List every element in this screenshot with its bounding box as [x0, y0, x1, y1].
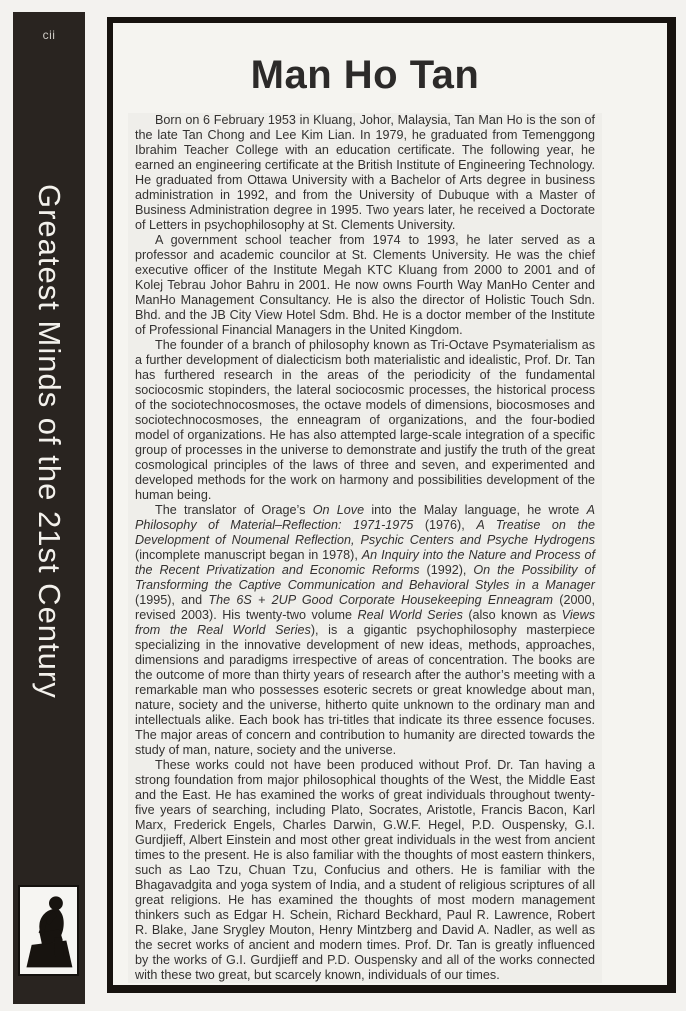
paragraph: These works could not have been produced without Prof. Dr. Tan having a strong foundation from major philosophical thoughts of the West, the Middle East and the East. He has examined the works of great individuals throughout twenty-five years of searching, including Plato, Socrates, Aristotle, Francis Bacon, Karl Marx, Frederick Engels, Charles Darwin, G.W.F. Hegel, P.D. Ouspensky, G.I. Gurdjieff, Albert Einstein and most other great individuals in the west from ancient times to the present. He is also familiar with the thoughts of most eastern thinkers, such as Lao Tzu, Chuan Tzu, Confucius and others. He is familiar with the Bhagavadgita and yoga system of India, and a student of religious scriptures of all great religions. He has examined the thoughts of most modern management thinkers such as Edgar H. Schein, Richard Beckhard, Paul R. Lawrence, Robert R. Blake, Jane Srygley Mouton, Henry Mintzberg and David A. Nadler, as well as the secret works of ancient and modern times. Prof. Dr. Tan is greatly influenced by the works of G.I. Gurdjieff and P.D. Ouspensky and all of the works connected with these two great, but scarcely known, individuals of our times.	[135, 758, 595, 982]
page-frame	[107, 17, 676, 993]
page-number: cii	[42, 28, 56, 42]
sidebar	[13, 12, 85, 1004]
thinker-statue-icon	[18, 885, 79, 976]
paragraph: The translator of Orage’s On Love into the Malay language, he wrote A Philosophy of Material–Reflection: 1971-1975 (1976), A Treatise on the Development of Noumenal Reflection, Psychic Centers and Psyche Hydrogens (incomplete manuscript began in 1978), An Inquiry into the Nature and Process of the Recent Privatization and Economic Reforms (1992), On the Possibility of Transforming the Captive Communication and Behavioral Styles in a Manager (1995), and The 6S + 2UP Good Corporate Housekeeping Enneagram (2000, revised 2003). His twenty-two volume Real World Series (also known as Views from the Real World Series), is a gigantic psychophilosophy masterpiece specializing in the innovative development of new ideas, methods, approaches, dimensions and paradigms irrespective of areas of concentration. The books are the outcome of more than thirty years of research after the author’s meeting with a remarkable man who possesses esoteric secrets or great knowledge about man, nature, society and the universe, hitherto quite unknown to the ordinary man and intellectuals alike. Each book has tri-titles that indicate its three essence focuses. The major areas of concern and contribution to humanity are directed towards the study of man, nature, society and the universe.	[135, 503, 596, 757]
paragraph: Born on 6 February 1953 in Kluang, Johor, Malaysia, Tan Man Ho is the son of the late Tan Chong and Lee Kim Lian. In 1979, he graduated from Temenggong Ibrahim Teacher College with an education certificate. The following year, he earned an engineering certificate at the British Institute of Engineering Technology. He graduated from Ottawa University with a Bachelor of Arts degree in business administration in 1992, and from the University of Dubuque with a Master of Business Administration degree in 1995. Two years later, he received a Doctorate of Letters in psychophilosophy at St. Clements University.	[135, 113, 595, 232]
article-title: Man Ho Tan	[250, 53, 480, 97]
article	[128, 23, 602, 983]
article-body	[128, 113, 602, 983]
paragraph: A government school teacher from 1974 to 1993, he later served as a professor and academic councilor at St. Clements University. He was the chief executive officer of the Institute Megah KTC Kluang from 2000 to 2001 and of Kolej Tebrau Johor Bahru in 2001. He now owns Fourth Way ManHo Center and ManHo Management Consultancy. He is also the director of Holistic Touch Sdn. Bhd. and the JB City View Hotel Sdm. Bhd. He is a doctor member of the Institute of Professional Financial Managers in the United Kingdom.	[135, 233, 595, 337]
paragraph: The founder of a branch of philosophy known as Tri-Octave Psymaterialism as a further development of dialecticism both materialistic and idealistic, Prof. Dr. Tan has furthered research in the areas of the periodicity of the fundamental sociocosmic stopinders, the lateral sociocosmic processes, the historical process of the sociotechnocosmoses, the octave models of dimensions, biocosmoses and sociotechnocosmoses, the enneagram of organizations, and the four-bodied model of organizations. He has also attempted large-scale integration of a specific group of processes in the universe to demonstrate and justify the truth of the great cosmological principles of the laws of three and seven, and experimented and developed methods for the work on harmony and possibilities development of the human being.	[135, 338, 595, 502]
spine-title: Greatest Minds of the 21st Century	[32, 184, 67, 699]
